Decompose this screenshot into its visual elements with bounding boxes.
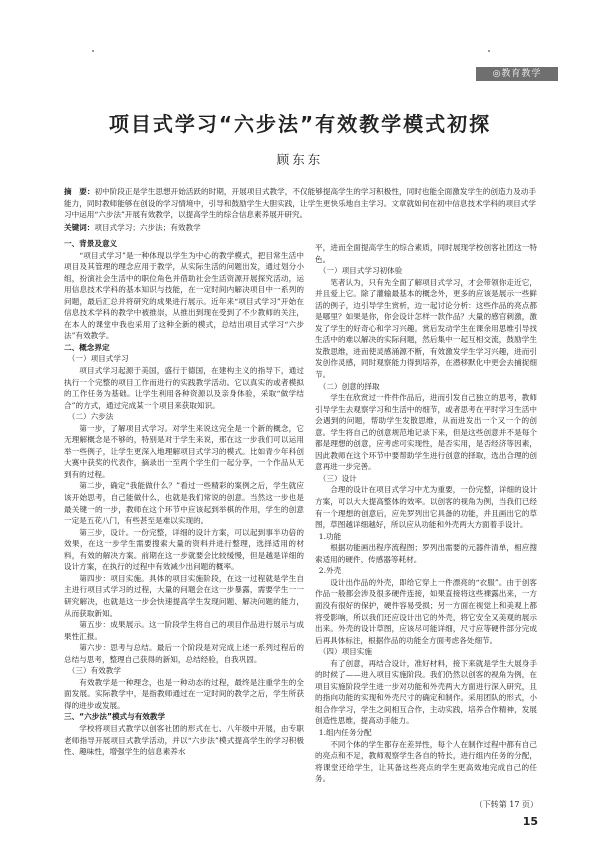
- abstract-block: [64, 186, 536, 233]
- body-paragraph: 有效教学是一种理念，也是一种动态的过程，最终是注重学生的全面发展。实际教学中，是指教师通过在一定时间的教学之后，学生所获得的进步或发展。: [64, 677, 304, 710]
- corner-mark: [92, 50, 94, 52]
- subsection-heading: （一）项目式学习: [67, 354, 129, 364]
- body-paragraph: 第六步：思考与总结。最后一个阶段是对完成上述一系列过程后的总结与思考，整理自己获得的新知，总结经验，自我巩固。: [64, 643, 304, 664]
- continued-note: （下转第 17 页）: [474, 800, 538, 809]
- body-paragraph: 有了创意，再结合设计，准好材料，接下来就是学生大展身手的时候了——进入项目实施阶段。我们仍然以创客的视角为例，在项目实施阶段学生进一步对功能和外壳两大方面进行深入研究，且的指向功能的实现和外壳尺寸的确定和制作。采用团队的形式，小组合作学习，学生之间相互合作，主动实践，培养合作精神，发展创造性思维，提高动手能力。: [315, 658, 537, 726]
- abstract-label: 摘 要：: [64, 187, 95, 196]
- subsection-heading: （四）项目实施: [318, 647, 372, 657]
- body-paragraph: 不同个体的学生都存在差异性，每个人在制作过程中都有自己的亮点和不足，教师观察学生各自的特长，进行组内任务的分配，将课堂还给学生，让其备这些亮点的学生更高效地完成自己的任务。: [315, 739, 537, 784]
- subsection-heading: （二）创意的择取: [318, 381, 380, 391]
- body-paragraph: 学校将项目式教学以创客社团的形式在七、八年级中开展，由专职老师指导开展项目式教学活动，并以“六步法”模式提高学生的学习积极性、趣味性，增强学生的信息素养水: [64, 723, 304, 757]
- subsection-heading: （三）设计: [318, 473, 357, 483]
- left-column: [64, 238, 304, 758]
- section-tag: ◎教育教学: [476, 67, 558, 81]
- body-paragraph: 笔者认为，只有先全面了解项目式学习，才会带领你走近它，并且爱上它。除了灌输最基本的概念外，更多的应该是展示一些鲜活的例子，边引导学生赏析，边一起讨论分析：这些作品的亮点都是哪里？如果是你，你会设计怎样一款作品？大量的感官刺激，激发了学生的好奇心和学习兴趣。赏后发动学生在课余用思维引导找生活中的难以解决的实际问题，然后集中一起互相交流，鼓励学生发散思维，进而使灵感涌源不断，有效激发学生学习兴趣，进而引发创作灵感，同时观察能力得到培养，在潜移默化中更会去捕捉细节。: [315, 277, 537, 380]
- page-number: 15: [522, 815, 538, 828]
- body-paragraph: 项目式学习起源于美国，盛行于德国，在建构主义的指导下，通过执行一个完整的项目工作而进行的实践教学活动。它以真实的或者模拟的工作任务为基础。让学生利用各种资源以及亲身体验，采取“做学结合”的方式，通过完成某一个项目来获取知识。: [64, 366, 304, 410]
- subsection-heading: （三）有效教学: [67, 666, 121, 676]
- author-name: 顾东东: [276, 152, 324, 167]
- body-paragraph: 第二步，确定“我能做什么？”看过一些精彩的案例之后，学生就应该开始思考，自己能做什么，也就是我们常说的创意。当然这一步也是最关键一的一步，教师在这个环节中应该起到举棋的作用，学生的创意一定是五花八门，有些甚至是难以实现的。: [64, 481, 304, 526]
- subsection-heading: （二）六步法: [67, 412, 114, 422]
- right-column: [315, 242, 537, 785]
- subsection-heading: 2.外壳: [318, 566, 342, 576]
- abstract-text: 初中阶段正是学生思想开始活跃的时期，开展项目式教学，不仅能够提高学生的学习积极性，同时也能全面激发学生的创造力及动手能力，同时教师能够在创设的学习情境中，引导和鼓励学生大胆实践，让学生更快乐地自主学习。文章就如何在初中信息技术学科的项目式学习中运用“六步法”开展有效教学，以提高学生的综合信息素养展开研究。: [64, 187, 536, 220]
- keywords-text: 项目式学习；六步法；有效教学: [94, 222, 201, 232]
- body-paragraph: 学生在欣赏过一件件作品后，进而引发自己独立的思考，教师引导学生去观察学习和生活中的细节，或者思考在平时学习生活中会遇到的问题，帮助学生发散思维，从而进发出一个又一个的创意。学生将自己的创意规范地记录下来，但是这些创意并不是每个都是理想的创意，应考虑可实现性，是否实用，是否经济等因素，因此教师在这个环节中要帮助学生进行创意的择取，选出合理的创意再进一步完善。: [315, 393, 537, 472]
- keywords-label: 关键词：: [64, 222, 95, 232]
- corner-mark: [488, 50, 490, 52]
- subsection-heading: 1.组内任务分配: [318, 727, 372, 737]
- body-paragraph: 合理的设计在项目式学习中尤为重要，一份完整，详细的设计方案，可以大大提高整体的效率。以创客的视角为例，当我们已经有一个理想的创意后，应先罗列出它具备的功能，并且画出它的草图，草图越详细越好，所以应从功能和外壳两大方面着手设计。: [315, 485, 537, 530]
- body-paragraph: 第四步：项目实施。具体的项目实施阶段，在这一过程就是学生自主进行项目式学习的过程，大量的问题会在这一步暴露，需要学生一一研究解决，也就是这一步会快速提高学生发现问题、解决问题的能力，从而获取新知。: [64, 573, 304, 618]
- subsection-heading: 1.功能: [318, 531, 342, 541]
- body-paragraph: 第三步，设计。一份完整，详细的设计方案，可以起到事半功倍的效果，在这一步学生需要搜索大量的资料并进行整理，选择适用的材料，有效的解决方案。前期在这一步就要会比较缓慢，但是越是详细的设计方案，在执行的过程中有效减少出问题的概率。: [64, 527, 304, 572]
- body-paragraph: 平，进而全面提高学生的综合素质，同时展现学校创客社团这一特色。: [315, 243, 537, 264]
- subsection-heading: （一）项目式学习初体验: [318, 266, 403, 276]
- article-title: 项目式学习“六步法”有效教学模式初探: [108, 112, 492, 136]
- body-paragraph: “项目式学习”是一种体现以学生为中心的教学模式，把目常生活中项目及其管理的理念应用于教学，从实际生活的问题出发，通过划分小组，扮演社会生活中的职位角色并借助社会生活资源开展探究活动，运用信息技术学科的基本知识与技能，在一定时间内解决项目中一系列的问题，最后汇总并将研究的成果进行展示。近年来“项目式学习”开始在信息技术学科的教学中被推崇，从推出到现在受到了不少教师的关注，在本人的课堂中我也采用了这种全新的模式，总结出项目式学习“六步法”有效教学。: [64, 250, 304, 341]
- body-paragraph: 第五步：成果展示。这一阶段学生将自己的项目作品进行展示与成果性汇报。: [64, 620, 304, 641]
- section-heading: 三、“六步法”模式与有效教学: [64, 712, 166, 722]
- body-paragraph: 第一步，了解项目式学习。对学生来说这完全是一个新的概念，它无理解概念是不够的，特别是对于学生来说，那在这一步我们可以运用举一些例子，让学生更深入地理解项目式学习的模式。比如青少年科创大赛中获奖的代表作，摘录出一至两个学生们一起分享，一个作品从无到有的过程。: [64, 423, 304, 479]
- body-paragraph: 设计出作品的外壳，即给它穿上一件漂亮的“衣服”。由于创客作品一般都会涉及很多硬件连接，如果直接将这些裸露出来，一方面没有很好的保护，硬件容易受损；另一方面在视觉上和美观上都将受影响，所以我们还应设计出它的外壳，将它安全又美观的展示出来。外壳的设计草图，应该尽可能详细，尺寸应等硬件部分完成后再具体标注，根据作品的功能全方面考虑各处细节。: [315, 577, 537, 645]
- section-heading: 二、概念界定: [64, 342, 110, 352]
- section-heading: 一、背景及意义: [64, 239, 118, 248]
- body-paragraph: 根据功能画出程序流程图；罗列出需要的元器件清单，相应搜索适用的硬件、传感器等耗材。: [315, 543, 537, 564]
